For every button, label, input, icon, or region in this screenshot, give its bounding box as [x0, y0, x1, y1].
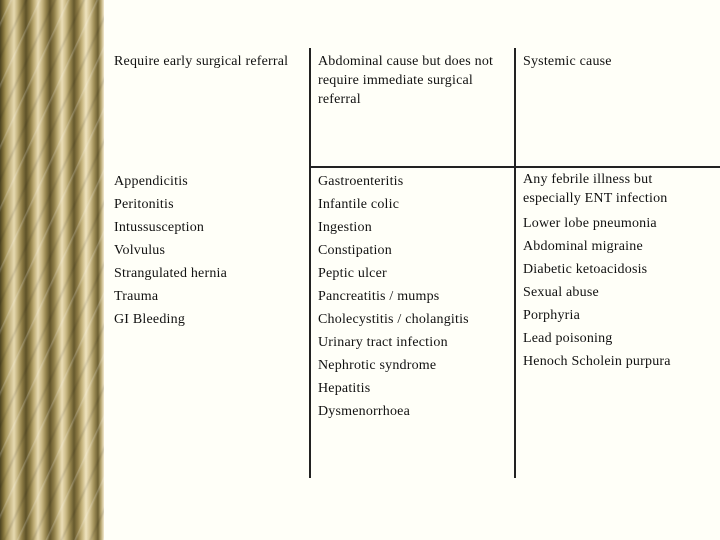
- list-item: Sexual abuse: [523, 285, 599, 300]
- list-item: Henoch Scholein purpura: [523, 354, 671, 369]
- list-item: Lead poisoning: [523, 331, 613, 346]
- list-item: Ingestion: [318, 220, 372, 235]
- column-systemic-list: [523, 170, 713, 373]
- list-item: Peptic ulcer: [318, 266, 387, 281]
- list-item: Constipation: [318, 243, 392, 258]
- header-abdominal: Abdominal cause but does not require immediate surgical referral: [318, 54, 494, 107]
- list-item: GI Bleeding: [114, 312, 186, 327]
- list-item: Abdominal migraine: [523, 239, 643, 254]
- decorative-side-border: [0, 0, 104, 540]
- list-item: Trauma: [114, 289, 159, 304]
- list-item: Any febrile illness but especially ENT infection: [523, 172, 668, 206]
- list-item: Cholecystitis / cholangitis: [318, 312, 469, 327]
- column-surgical-list: [114, 170, 304, 331]
- list-item: Hepatitis: [318, 381, 371, 396]
- list-item: Dysmenorrhoea: [318, 404, 411, 419]
- column-divider-2: [514, 48, 516, 478]
- list-item: Strangulated hernia: [114, 266, 228, 281]
- list-item: Gastroenteritis: [318, 174, 404, 189]
- header-divider: [309, 166, 720, 168]
- list-item: Diabetic ketoacidosis: [523, 262, 648, 277]
- list-item: Volvulus: [114, 243, 166, 258]
- list-item: Porphyria: [523, 308, 581, 323]
- column-abdominal-list: [318, 170, 510, 423]
- list-item: Infantile colic: [318, 197, 400, 212]
- header-systemic: Systemic cause: [523, 54, 612, 69]
- list-item: Lower lobe pneumonia: [523, 216, 657, 231]
- list-item: Nephrotic syndrome: [318, 358, 437, 373]
- list-item: Intussusception: [114, 220, 205, 235]
- column-divider-1: [309, 48, 311, 478]
- list-item: Peritonitis: [114, 197, 174, 212]
- header-surgical: Require early surgical referral: [114, 54, 289, 69]
- list-item: Appendicitis: [114, 174, 188, 189]
- list-item: Pancreatitis / mumps: [318, 289, 440, 304]
- list-item: Urinary tract infection: [318, 335, 448, 350]
